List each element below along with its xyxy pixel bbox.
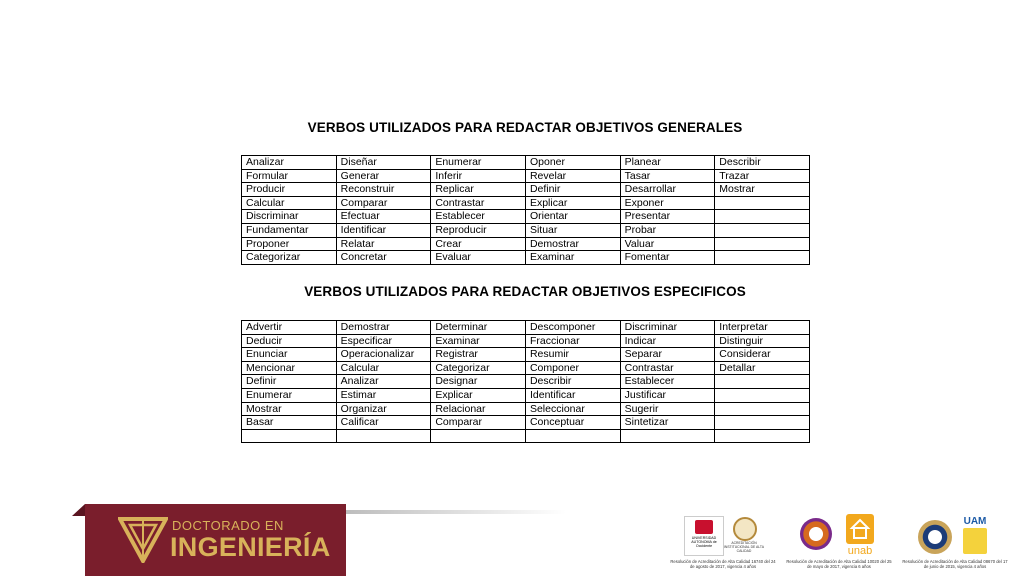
table-cell: Enunciar	[242, 348, 337, 362]
table-cell: Sugerir	[620, 402, 715, 416]
table-cell: Considerar	[715, 348, 810, 362]
table-cell	[715, 251, 810, 265]
table-cell: Especificar	[336, 334, 431, 348]
table-row	[242, 156, 810, 170]
table-cell: Operacionalizar	[336, 348, 431, 362]
table-cell	[715, 375, 810, 389]
table-cell	[242, 429, 337, 443]
table-cell: Establecer	[431, 210, 526, 224]
table-cell: Definir	[525, 183, 620, 197]
uao-logo	[684, 516, 724, 556]
table-cell: Formular	[242, 169, 337, 183]
uam-seal-icon	[918, 520, 952, 554]
table-row	[242, 348, 810, 362]
table-row	[242, 388, 810, 402]
table-cell: Fraccionar	[525, 334, 620, 348]
table-cell: Advertir	[242, 321, 337, 335]
table-cell: Categorizar	[431, 361, 526, 375]
table-cell	[715, 196, 810, 210]
table-cell: Basar	[242, 416, 337, 430]
table-cell: Calificar	[336, 416, 431, 430]
table-cell: Indicar	[620, 334, 715, 348]
table-cell: Analizar	[242, 156, 337, 170]
table-cell: Orientar	[525, 210, 620, 224]
table-cell: Distinguir	[715, 334, 810, 348]
table-cell: Resumir	[525, 348, 620, 362]
table-cell: Sintetizar	[620, 416, 715, 430]
table-cell: Oponer	[525, 156, 620, 170]
table-cell: Enumerar	[431, 156, 526, 170]
table-cell: Enumerar	[242, 388, 337, 402]
table-cell: Examinar	[525, 251, 620, 265]
table-cell: Relacionar	[431, 402, 526, 416]
table-cell	[715, 402, 810, 416]
table-cell: Generar	[336, 169, 431, 183]
table-cell: Describir	[525, 375, 620, 389]
table-cell: Explicar	[525, 196, 620, 210]
table-cell	[431, 429, 526, 443]
table-row	[242, 334, 810, 348]
table-cell: Interpretar	[715, 321, 810, 335]
doctorado-logo-icon	[118, 515, 168, 563]
table-row	[242, 402, 810, 416]
table-cell: Efectuar	[336, 210, 431, 224]
table-cell: Deducir	[242, 334, 337, 348]
accreditation-seal-icon	[733, 517, 757, 541]
table-cell: Mencionar	[242, 361, 337, 375]
banner-corner	[72, 504, 85, 516]
table-cell: Conceptuar	[525, 416, 620, 430]
table-cell: Contrastar	[431, 196, 526, 210]
table-cell: Probar	[620, 223, 715, 237]
unab-building-icon	[846, 514, 874, 544]
table-row	[242, 361, 810, 375]
uam-caption: Resolución de Acreditación de Alta Calidad 08670 del 17 de junio de 2015, vigencia 4 años	[902, 559, 1008, 569]
table-cell: Identificar	[525, 388, 620, 402]
table-cell: Trazar	[715, 169, 810, 183]
table-cell: Mostrar	[715, 183, 810, 197]
table-cell	[715, 416, 810, 430]
table-cell: Definir	[242, 375, 337, 389]
table-cell: Desarrollar	[620, 183, 715, 197]
general-verbs-table	[241, 155, 810, 265]
table-row	[242, 196, 810, 210]
table-cell: Calcular	[242, 196, 337, 210]
table-row	[242, 169, 810, 183]
table-cell: Examinar	[431, 334, 526, 348]
unab-name: unab	[847, 545, 873, 557]
table-cell: Separar	[620, 348, 715, 362]
table-cell: Inferir	[431, 169, 526, 183]
table-cell: Fomentar	[620, 251, 715, 265]
table-cell: Crear	[431, 237, 526, 251]
brand-line-1: DOCTORADO EN	[172, 518, 284, 533]
table-cell	[715, 388, 810, 402]
table-cell: Estimar	[336, 388, 431, 402]
table-cell: Revelar	[525, 169, 620, 183]
table-cell: Justificar	[620, 388, 715, 402]
table-cell: Comparar	[336, 196, 431, 210]
table-cell: Tasar	[620, 169, 715, 183]
table-cell: Producir	[242, 183, 337, 197]
footer-divider	[346, 510, 566, 514]
table-cell: Discriminar	[242, 210, 337, 224]
table-row	[242, 429, 810, 443]
uao-shield-icon	[695, 520, 713, 534]
table-cell: Componer	[525, 361, 620, 375]
table-cell: Fundamentar	[242, 223, 337, 237]
table-row	[242, 321, 810, 335]
table-row	[242, 416, 810, 430]
table-cell	[715, 237, 810, 251]
table-cell: Exponer	[620, 196, 715, 210]
table-cell: Valuar	[620, 237, 715, 251]
table-cell: Reconstruir	[336, 183, 431, 197]
specific-verbs-title: VERBOS UTILIZADOS PARA REDACTAR OBJETIVOS ESPECIFICOS	[304, 284, 746, 299]
table-cell: Descomponer	[525, 321, 620, 335]
table-cell: Concretar	[336, 251, 431, 265]
table-cell: Categorizar	[242, 251, 337, 265]
specific-verbs-table	[241, 320, 810, 443]
general-verbs-title: VERBOS UTILIZADOS PARA REDACTAR OBJETIVOS GENERALES	[307, 120, 743, 135]
brand-line-2: INGENIERÍA	[170, 532, 331, 562]
table-cell: Discriminar	[620, 321, 715, 335]
table-cell	[620, 429, 715, 443]
table-cell: Analizar	[336, 375, 431, 389]
table-cell: Describir	[715, 156, 810, 170]
table-cell: Demostrar	[336, 321, 431, 335]
table-cell	[336, 429, 431, 443]
unab-caption: Resolución de Acreditación de Alta Calidad 10020 del 25 de mayo de 2017, vigencia 6 años	[786, 559, 892, 569]
table-cell: Establecer	[620, 375, 715, 389]
table-cell: Mostrar	[242, 402, 337, 416]
table-cell: Evaluar	[431, 251, 526, 265]
table-cell: Planear	[620, 156, 715, 170]
table-cell: Determinar	[431, 321, 526, 335]
table-row	[242, 183, 810, 197]
table-cell: Seleccionar	[525, 402, 620, 416]
uao-caption: Resolución de Acreditación de Alta Calidad 16740 del 24 de agosto de 2017, vigencia 4 años	[670, 559, 776, 569]
table-cell	[715, 210, 810, 224]
uam-name: UAM	[963, 516, 987, 527]
uao-accreditation: ACREDITACIÓN INSTITUCIONAL DE ALTA CALIDAD	[723, 541, 765, 553]
uao-name: UNIVERSIDAD AUTONOMA de Occidente	[691, 536, 717, 549]
unab-logo	[846, 514, 874, 544]
table-cell: Explicar	[431, 388, 526, 402]
table-cell: Situar	[525, 223, 620, 237]
table-cell	[715, 223, 810, 237]
table-cell: Comparar	[431, 416, 526, 430]
table-cell: Presentar	[620, 210, 715, 224]
table-row	[242, 210, 810, 224]
table-row	[242, 223, 810, 237]
table-cell: Demostrar	[525, 237, 620, 251]
table-row	[242, 375, 810, 389]
table-cell: Organizar	[336, 402, 431, 416]
table-row	[242, 251, 810, 265]
table-cell	[525, 429, 620, 443]
table-cell: Proponer	[242, 237, 337, 251]
table-cell: Identificar	[336, 223, 431, 237]
table-cell: Replicar	[431, 183, 526, 197]
table-cell: Designar	[431, 375, 526, 389]
table-row	[242, 237, 810, 251]
table-cell: Contrastar	[620, 361, 715, 375]
table-cell: Relatar	[336, 237, 431, 251]
table-cell: Detallar	[715, 361, 810, 375]
table-cell: Diseñar	[336, 156, 431, 170]
uam-logo-icon	[963, 528, 987, 554]
table-cell: Reproducir	[431, 223, 526, 237]
table-cell	[715, 429, 810, 443]
table-cell: Registrar	[431, 348, 526, 362]
table-cell: Calcular	[336, 361, 431, 375]
unab-seal-icon	[800, 518, 832, 550]
